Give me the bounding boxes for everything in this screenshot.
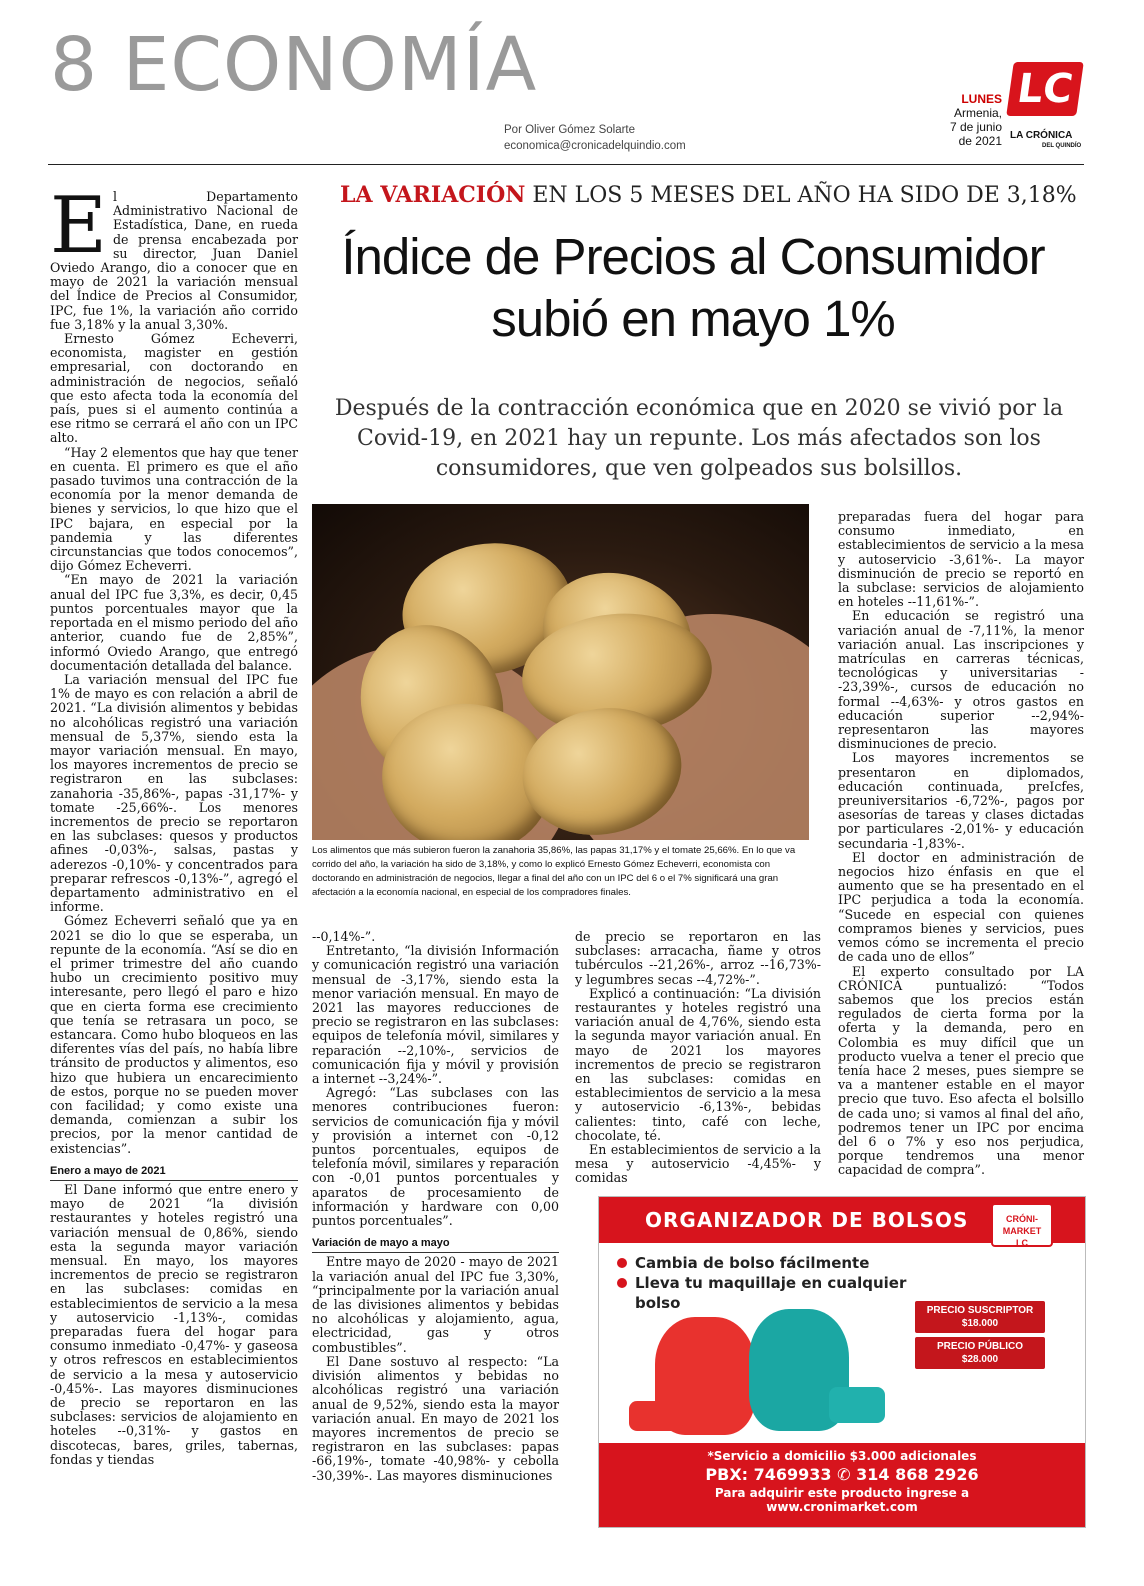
newspaper-logo: LC xyxy=(1006,62,1084,116)
section-title xyxy=(50,22,538,108)
ad-delivery: *Servicio a domicilio $3.000 adicionales xyxy=(707,1449,977,1463)
paragraph: La variación mensual del IPC fue 1% de mayo es con relación a abril de 2021. “La división alimentos y bebidas no alcohólicas registró una variación mensual de 5,37%, siendo esta la mayor variación mensual. En mayo, los mayores incrementos de precio se registraron en las subclases: zanahoria -35,86%-, papas -31,17%- y tomate -25,66%-. Los menores incrementos de precio se reportaron en las subclases: quesos y productos afines -0,03%-, salsas, pastas y aderezos -0,10%- y concentrados para preparar refrescos -0,13%-”, agregó el departamento administrativo en el informe. xyxy=(50,671,298,915)
paragraph: “Hay 2 elementos que hay que tener en cuenta. El primero es que el año pasado tuvimos una contracción de la economía por la menor demanda de bienes y servicios, lo que hizo que el IPC bajara, en especial por la pandemia y las diferentes circunstancias que todos conocemos”, dijo Gómez Echeverri. xyxy=(50,444,298,574)
author-name: Por Oliver Gómez Solarte xyxy=(504,124,636,136)
red-pouch-image xyxy=(629,1401,683,1431)
kicker-text: EN LOS 5 MESES DEL AÑO HA SIDO DE 3,18% xyxy=(525,183,1077,208)
paragraph: En establecimientos de servicio a la mesa y autoservicio -4,45%- y comidas xyxy=(575,1142,821,1186)
column-3 xyxy=(575,930,821,1186)
subhead-mayo-mayo: Variación de mayo a mayo xyxy=(312,1236,559,1253)
ad-brand-logo xyxy=(991,1203,1053,1247)
ad-title: ORGANIZADOR DE BOLSOS xyxy=(599,1197,1085,1243)
potatoes-photo xyxy=(312,504,809,840)
ad-brand-sub: LC xyxy=(1016,1238,1028,1248)
ad-phone: PBX: 7469933 ✆ 314 868 2926 xyxy=(705,1465,979,1484)
section-name: ECONOMÍA xyxy=(122,22,538,108)
paragraph: Los mayores incrementos se presentaron en diplomados, educación continuada, preIcfes, preuniversitarios -6,72%-, pagos por asesorías de tareas y clases dictadas por particulares -2,01%- y educación secundaria -1,83%-. xyxy=(838,750,1084,851)
paragraph: Agregó: “Las subclases con las menores contribuciones fueron: servicios de comunicación fija y móvil y provisión a internet con -0,12 puntos porcentuales, equipos de telefonía móvil, similares y reparación con -0,01 puntos porcentuales y aparatos de procesamiento de información y hardware con 0,00 puntos porcentuales”. xyxy=(312,1085,559,1229)
paragraph: En educación se registró una variación anual de -7,11%, la menor variación anual. Las inscripciones y matrículas en carreras técnicas, tecnológicas y universitarias --23,39%-, cursos de educación no formal --4,63%- y otros gastos en educación superior --2,94%- representaron las mayores disminuciones de precio. xyxy=(838,608,1084,752)
paragraph: Gómez Echeverri señaló que ya en 2021 se dio lo que se esperaba, un repunte de la economía. “Así se dio en el primer trimestre del año cuando hubo un crecimiento positivo muy interesante, pero llegó el paro e hizo que en cierta forma ese crecimiento que tenía se retrasara un poco, se estancara. Como hubo bloqueos en las diferentes vías del país, no había libre tránsito de productos y alimentos, eso hizo que hubiera un encarecimiento de estos, porque no se pueden mover con facilidad; y como existe una demanda, comienzan a subir los precios, por la menor cantidad de existencias”. xyxy=(50,913,298,1156)
paragraph: El Dane informó que entre enero y mayo de 2021 “la división restaurantes y hoteles registró una variación mensual de 0,86%, siendo esta la segunda mayor variación mensual. En mayo, los mayores incrementos de precio se registraron en las subclases: comidas en establecimientos de servicio a la mesa y autoservicio -1,13%-, comidas preparadas fuera del hogar para consumo inmediato -0,47%- y gaseosa y otros refrescos en establecimientos de servicio a la mesa y autoservicio -0,45%-. Las mayores disminuciones de precio se reportaron en las subclases: servicios de alojamiento en hoteles --0,31%- y gastos en discotecas, bares, griles, tabernas, fondas y tiendas xyxy=(50,1182,298,1467)
weekday: LUNES xyxy=(961,92,1002,106)
year: de 2021 xyxy=(958,134,1002,148)
paragraph: El experto consultado por LA CRÓNICA puntualizó: “Todos sabemos que los precios están regulados de cierta forma por la oferta y la demanda, pero en Colombia es muy difícil que un producto vuelva a tener el precio que tenía hace 2 meses, pues siempre se va a mantener estable en el mayor precio que tuvo. Eso afecta el bolsillo de cada uno; si vamos al final del año, podremos tener un IPC por encima del 6 o 7% y eso nos perjudica, porque tendremos una menor capacidad de compra”. xyxy=(838,963,1084,1178)
paragraph: Entre mayo de 2020 - mayo de 2021 la variación anual del IPC fue 3,30%, “principalmente por la variación anual de las divisiones alimentos y bebidas no alcohólicas y alojamiento, agua, electricidad, gas y otros combustibles”. xyxy=(312,1254,559,1355)
ad-bullets xyxy=(615,1253,915,1313)
kicker-highlight: LA VARIACIÓN xyxy=(340,182,526,208)
paragraph: Entretanto, “la división Información y comunicación registró una variación mensual de -3,17%, siendo esta la menor variación mensual. En mayo de 2021 las mayores reducciones de precio se registraron en las subclases: equipos de telefonía móvil, similares y reparación --2,10%-, servicios de comunicación fija y móvil y provisión a internet --3,24%-”. xyxy=(312,943,559,1087)
subhead-enero-mayo: Enero a mayo de 2021 xyxy=(50,1164,298,1181)
paragraph: Explicó a continuación: “La división restaurantes y hoteles registró una variación anual de 4,76%, siendo esta la segunda mayor variación anual. En mayo de 2021 los mayores incrementos de precio se registraron en las subclases: comidas en establecimientos de servicio a la mesa y autoservicio -6,13%-, bebidas calientes: tinto, café con leche, chocolate, té. xyxy=(575,985,821,1143)
paragraph: Ernesto Gómez Echeverri, economista, magister en gestión empresarial, con doctorando en administración de negocios, señaló que esto afecta toda la economía del país, pues si el aumento continúa a ese ritmo se cerrará el año con un IPC alto. xyxy=(50,331,298,446)
article-deck: Después de la contracción económica que en 2020 se vivió por la Covid-19, en 2021 hay un repunte. Los más afectados son los consumidores, que ven golpeados sus bolsillos. xyxy=(334,396,1064,481)
teal-pouch-image xyxy=(829,1387,885,1423)
paragraph: l Departamento Administrativo Nacional de Estadística, Dane, en rueda de prensa encabezada por su director, Juan Daniel Oviedo Arango, dio a conocer que en mayo de 2021 la variación mensual del Índice de Precios al Consumidor, IPC, fue 1%, la variación año corrido fue 3,18% y la anual 3,30%. xyxy=(50,189,298,332)
paragraph: de precio se reportaron en las subclases: arracacha, ñame y otros tubérculos --21,26%-, arroz --16,73%- y legumbres secas --4,72%-”. xyxy=(575,929,821,987)
column-4 xyxy=(838,510,1084,1178)
ad-bullet: Cambia de bolso fácilmente xyxy=(615,1253,915,1273)
kicker xyxy=(340,182,1077,208)
date-line: 7 de junio xyxy=(949,120,1002,134)
byline xyxy=(504,122,686,154)
headline-line-2: subió en mayo 1% xyxy=(491,290,895,347)
newspaper-name: LA CRÓNICA DEL QUINDÍO xyxy=(1010,130,1081,152)
paragraph: “En mayo de 2021 la variación anual del IPC fue 3,3%, es decir, 0,45 puntos porcentuales mayor que la reportada en el mismo periodo del año anterior, cuando fue de 2,85%”, informó Oviedo Arango, que entregó documentación detallada del balance. xyxy=(50,572,298,673)
price-subscriber: PRECIO SUSCRIPTOR $18.000 xyxy=(915,1301,1045,1333)
ad-brand-name: CRÓNI-MARKET xyxy=(1002,1214,1042,1236)
newspaper-region: DEL QUINDÍO xyxy=(1042,143,1082,149)
page-number: 8 xyxy=(50,22,99,108)
ad-cta: Para adquirir este producto ingrese a xyxy=(714,1486,970,1500)
dropcap: E xyxy=(50,181,107,271)
column-1 xyxy=(50,181,298,1467)
ad-bullet: Lleva tu maquillaje en cualquier bolso xyxy=(615,1273,915,1313)
column-2 xyxy=(312,930,559,1483)
issue-date xyxy=(950,92,1002,148)
price-public: PRECIO PÚBLICO $28.000 xyxy=(915,1337,1045,1369)
ad-url: www.cronimarket.com xyxy=(766,1500,918,1514)
headline xyxy=(312,226,1074,350)
headline-line-1: Índice de Precios al Consumidor xyxy=(341,228,1045,285)
header-rule xyxy=(48,164,1084,165)
paragraph: preparadas fuera del hogar para consumo inmediato, en establecimientos de servicio a la mesa y autoservicio -3,61%-. La mayor disminución de precio se reportó en la subclase: servicios de alojamiento en hoteles --11,61%-”. xyxy=(838,509,1084,610)
ad-footer xyxy=(599,1443,1085,1527)
paragraph: --0,14%-”. xyxy=(312,929,376,944)
photo-caption: Los alimentos que más subieron fueron la zanahoria 35,86%, las papas 31,17% y el tomate 25,66%. En lo que va corrido del año, la variación ha sido de 3,18%, y como lo explicó Ernesto Gómez Echeverri, economista con doctorando en administración de negocios, llegar a final del año con un IPC del 6 o el 7% significará una gran afectación a la economía nacional, en especial de los compradores finales. xyxy=(312,845,796,898)
city: Armenia, xyxy=(953,106,1002,120)
author-email: economica@cronicadelquindio.com xyxy=(504,140,686,152)
advertisement xyxy=(598,1196,1086,1528)
paragraph: El doctor en administración de negocios hizo énfasis en que el aumento que se ha presentado en el IPC perjudica a toda la economía. “Sucede en especial con quienes compramos bienes y servicios, pues vemos cómo se incrementa el precio de cada uno de ellos” xyxy=(838,849,1084,965)
paragraph: El Dane sostuvo al respecto: “La división alimentos y bebidas no alcohólicas registró una variación anual de 9,52%, siendo esta la mayor variación anual. En mayo de 2021 los mayores incrementos de precio se registraron en las subclases: papas -66,19%-, tomate -40,98%- y cebolla -30,39%-. Las mayores disminuciones xyxy=(312,1353,559,1483)
